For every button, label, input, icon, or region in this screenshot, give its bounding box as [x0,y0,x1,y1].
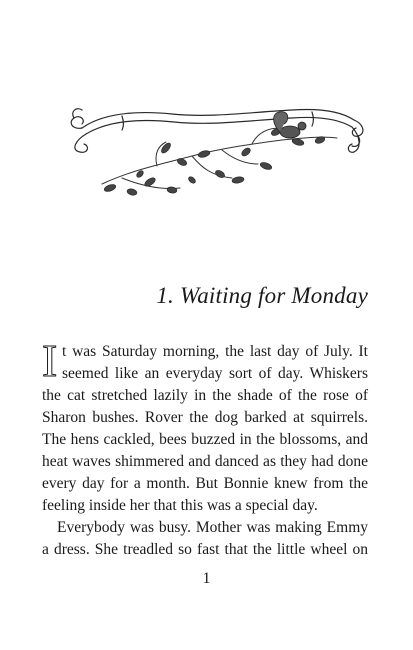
text-line: heat waves shimmered and danced as they had done [42,453,368,470]
text-line: Sharon bushes. Rover the dog barked at squirrels. [42,409,368,426]
text-line: a dress. She treadled so fast that the little wheel on [42,541,368,558]
page-number: 1 [202,570,211,587]
text-line: t was Saturday morning, the last day of July. It [62,343,368,360]
chapter-title: 1. Waiting for Monday [156,283,368,308]
text-line: Everybody was busy. Mother was making Emmy [57,519,368,536]
banner-branch-illustration [62,92,372,212]
opening-paragraph [42,335,368,517]
text-line: the cat stretched lazily in the shade of the rose of [42,387,368,404]
text-line: feeling inside her that this was a special day. [42,497,318,514]
text-line: The hens cackled, bees buzzed in the blossoms, and [42,431,368,448]
text-line: seemed like an everyday sort of day. Whiskers [62,365,368,382]
chapter-body [42,335,368,561]
text-line: every day for a month. But Bonnie knew from the [42,475,368,492]
second-paragraph [42,517,368,561]
drop-cap: I [42,335,58,386]
